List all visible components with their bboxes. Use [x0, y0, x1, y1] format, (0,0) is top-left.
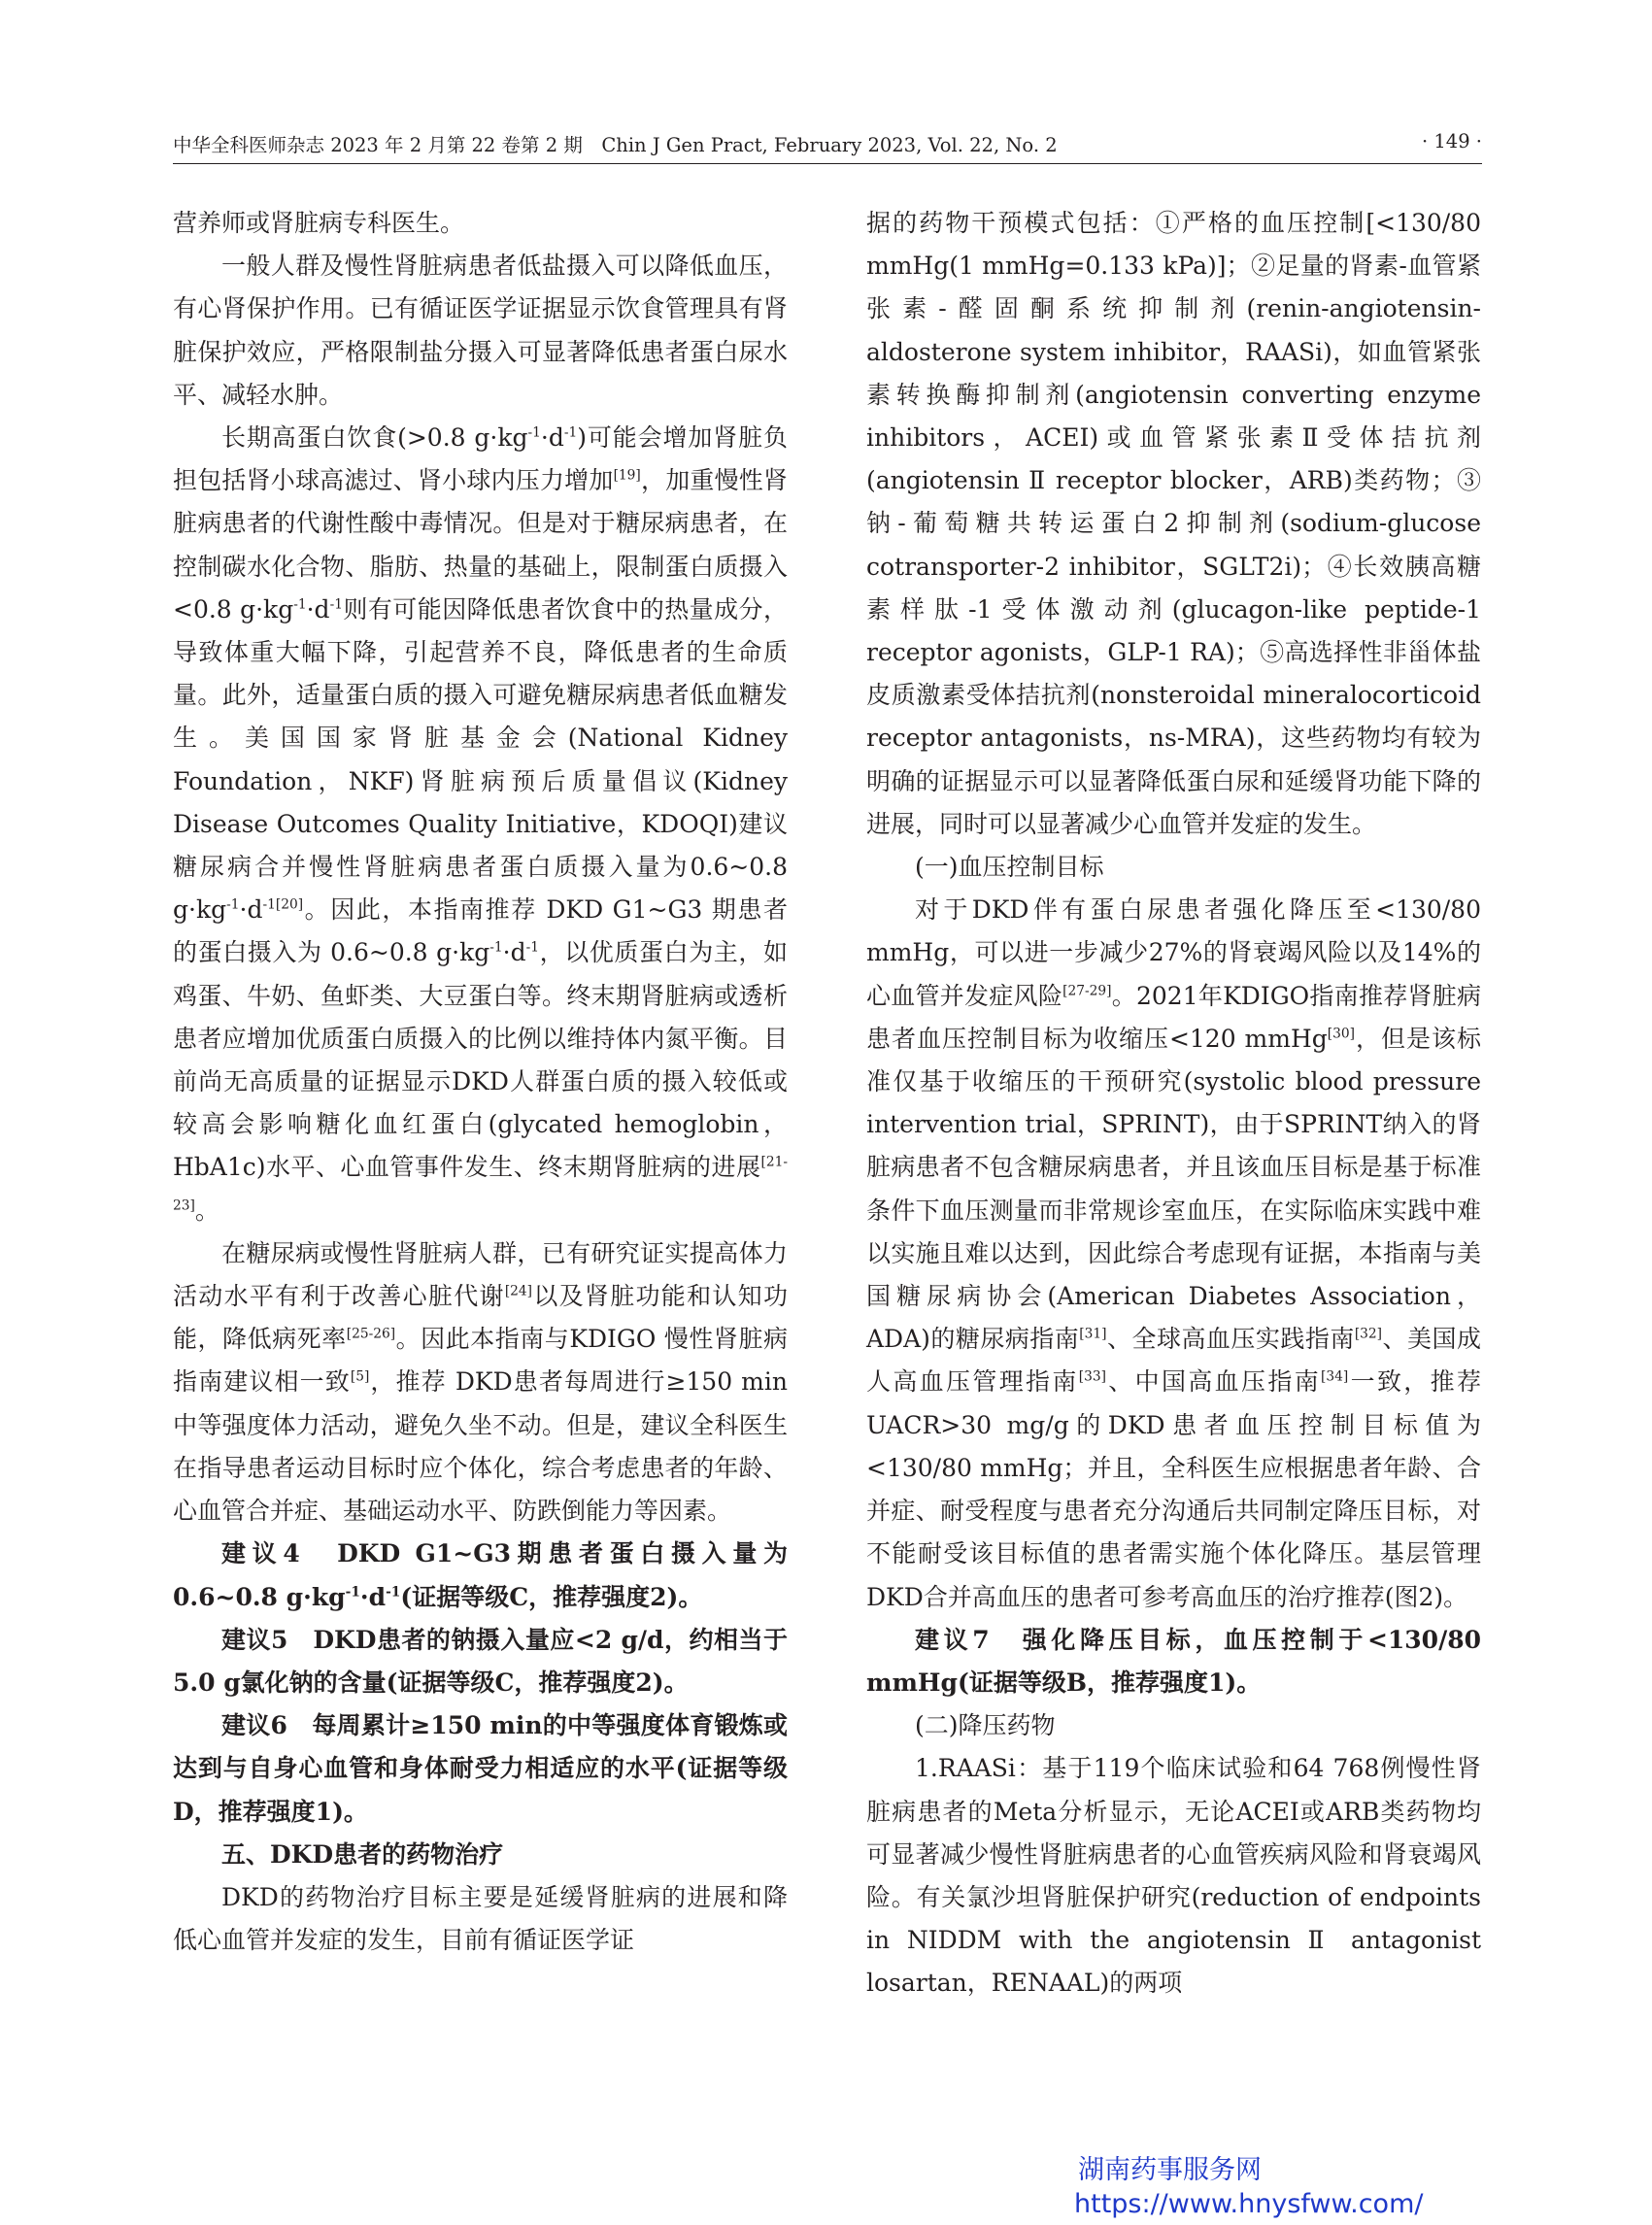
citation: [30]: [1327, 1026, 1355, 1042]
citation: [31]: [1079, 1326, 1107, 1342]
header-rule: [173, 163, 1482, 164]
recommendation-4: 建议4 DKD G1~G3期患者蛋白摄入量为0.6~0.8 $g\cdot kg^{-1}\cdot d^{-1}$(证据等级C，推荐强度2)。: [173, 1539, 788, 1611]
recommendation-7: 建议7 强化降压目标，血压控制于<130/80 mmHg(证据等级B，推荐强度1)。: [866, 1625, 1481, 1697]
watermark: [1074, 2154, 1501, 2222]
paragraph-protein-intake: 长期高蛋白饮食(>0.8 $g\cdot kg^{-1}\cdot d^{-1}$)可能会增加肾脏负担包括肾小球高滤过、肾小球内压力增加[19]，加重慢性肾脏病患者的代谢性酸中毒情况。但是对于糖尿病患者，在控制碳水化合物、脂肪、热量的基础上，限制蛋白质摄入<0.8 $g\cdot kg^{-1}\cdot d^{-1}$则有可能因降低患者饮食中的热量成分，导致体重大幅下降，引起营养不良，降低患者的生命质量。此外，适量蛋白质的摄入可避免糖尿病患者低血糖发生。美国国家肾脏基金会(National Kidney Foundation，NKF)肾脏病预后质量倡议(Kidney Disease Outcomes Quality Initiative，KDOQI)建议糖尿病合并慢性肾脏病患者蛋白质摄入量为0.6~0.8 $g\cdot kg^{-1}\cdot d^{-1[20]}$。因此，本指南推荐 DKD G1~G3 期患者的蛋白摄入为 0.6~0.8 $g\cdot kg^{-1}\cdot d^{-1}$，以优质蛋白为主，如鸡蛋、牛奶、鱼虾类、大豆蛋白等。终末期肾脏病或透析患者应增加优质蛋白质摄入的比例以维持体内氮平衡。目前尚无高质量的证据显示DKD人群蛋白质的摄入较低或较高会影响糖化血红蛋白(glycated hemoglobin，HbA1c)水平、心血管事件发生、终末期肾脏病的进展[21-23]。: [173, 423, 788, 1225]
paragraph-salt-intake: 一般人群及慢性肾脏病患者低盐摄入可以降低血压，有心肾保护作用。已有循证医学证据显示饮食管理具有肾脏保护效应，严格限制盐分摄入可显著降低患者蛋白尿水平、减轻水肿。: [173, 252, 788, 409]
citation: [34]: [1321, 1368, 1349, 1385]
right-column: [866, 202, 1481, 2006]
recommendation-5: 建议5 DKD患者的钠摄入量应<2 g/d，约相当于5.0 g氯化钠的含量(证据等级C，推荐强度2)。: [173, 1625, 788, 1697]
section-heading-5: 五、DKD患者的药物治疗: [221, 1839, 504, 1869]
journal-citation: 中华全科医师杂志 2023 年 2 月第 22 卷第 2 期 Chin J Gen Pract, February 2023, Vol. 22, No. 2: [173, 134, 1058, 156]
paragraph-physical-activity: 在糖尿病或慢性肾脏病人群，已有研究证实提高体力活动水平有利于改善心脏代谢[24]以及肾脏功能和认知功能，降低病死率[25-26]。因此本指南与KDIGO 慢性肾脏病指南建议相一致[5]，推荐 DKD患者每周进行≥150 min中等强度体力活动，避免久坐不动。但是，建议全科医生在指导患者运动目标时应个体化，综合考虑患者的年龄、心血管合并症、基础运动水平、防跌倒能力等因素。: [173, 1238, 788, 1526]
paragraph-bp-target: 对于DKD伴有蛋白尿患者强化降压至<130/80 mmHg，可以进一步减少27%的肾衰竭风险以及14%的心血管并发症风险[27-29]。2021年KDIGO指南推荐肾脏病患者血压控制目标为收缩压<120 mmHg[30]，但是该标准仅基于收缩压的干预研究(systolic blood pressure intervention trial，SPRINT)，由于SPRINT纳入的肾脏病患者不包含糖尿病患者，并且该血压目标是基于标准条件下血压测量而非常规诊室血压，在实际临床实践中难以实施且难以达到，因此综合考虑现有证据，本指南与美国糖尿病协会(American Diabetes Association，ADA)的糖尿病指南[31]、全球高血压实践指南[32]、美国成人高血压管理指南[33]、中国高血压指南[34]一致，推荐UACR>30 mg/g的DKD患者血压控制目标值为<130/80 mmHg；并且，全科医生应根据患者年龄、合并症、耐受程度与患者充分沟通后共同制定降压目标，对不能耐受该目标值的患者需实施个体化降压。基层管理DKD合并高血压的患者可参考高血压的治疗推荐(图2)。: [866, 895, 1481, 1611]
paragraph-continuation: 营养师或肾脏病专科医生。: [173, 209, 465, 237]
left-column: [173, 202, 788, 1962]
page-number: · 149 ·: [1421, 130, 1482, 152]
subheading-bp-target: (一)血压控制目标: [915, 853, 1104, 882]
watermark-url: https://www.hnysfww.com/: [1074, 2189, 1424, 2219]
recommendation-6: 建议6 每周累计≥150 min的中等强度体育锻炼或达到与自身心血管和身体耐受力相适应的水平(证据等级D，推荐强度1)。: [173, 1711, 788, 1826]
citation: [21-23]: [173, 1154, 788, 1214]
citation: [19]: [613, 467, 641, 484]
citation: [24]: [504, 1283, 533, 1299]
paragraph-drug-interventions: 据的药物干预模式包括：①严格的血压控制[<130/80 mmHg(1 mmHg=0.133 kPa)]；②足量的肾素-血管紧张素-醛固酮系统抑制剂(renin-angiotensin-aldosterone system inhibitor，RAASi)，如血管紧张素转换酶抑制剂(angiotensin converting enzyme inhibitors，ACEI)或血管紧张素Ⅱ受体拮抗剂(angiotensin Ⅱ receptor blocker，ARB)类药物；③钠-葡萄糖共转运蛋白2抑制剂(sodium-glucose cotransporter-2 inhibitor，SGLT2i)；④长效胰高糖素样肽-1受体激动剂(glucagon-like peptide-1 receptor agonists，GLP-1 RA)；⑤高选择性非甾体盐皮质激素受体拮抗剂(nonsteroidal mineralocorticoid receptor antagonists，ns-MRA)，这些药物均有较为明确的证据显示可以显著降低蛋白尿和延缓肾功能下降的进展，同时可以显著减少心血管并发症的发生。: [866, 209, 1481, 838]
subheading-antihypertensives: (二)降压药物: [915, 1711, 1056, 1740]
citation: [32]: [1354, 1326, 1383, 1342]
citation: [27-29]: [1062, 983, 1112, 999]
paragraph-drug-therapy: DKD的药物治疗目标主要是延缓肾脏病的进展和降低心血管并发症的发生，目前有循证医学证: [173, 1882, 788, 1955]
paragraph-raasi: 1.RAASi：基于119个临床试验和64 768例慢性肾脏病患者的Meta分析显示，无论ACEI或ARB类药物均可显著减少慢性肾脏病患者的心血管疾病风险和肾衰竭风险。有关氯沙坦肾脏保护研究(reduction of endpoints in NIDDM with the angiotensin Ⅱ antagonist losartan，RENAAL)的两项: [866, 1754, 1481, 1998]
watermark-site-name: 湖南药事服务网: [1078, 2155, 1262, 2185]
citation: [33]: [1078, 1368, 1106, 1385]
citation: [25-26]: [346, 1326, 396, 1342]
running-header: [173, 126, 1482, 165]
citation: [5]: [350, 1368, 370, 1385]
